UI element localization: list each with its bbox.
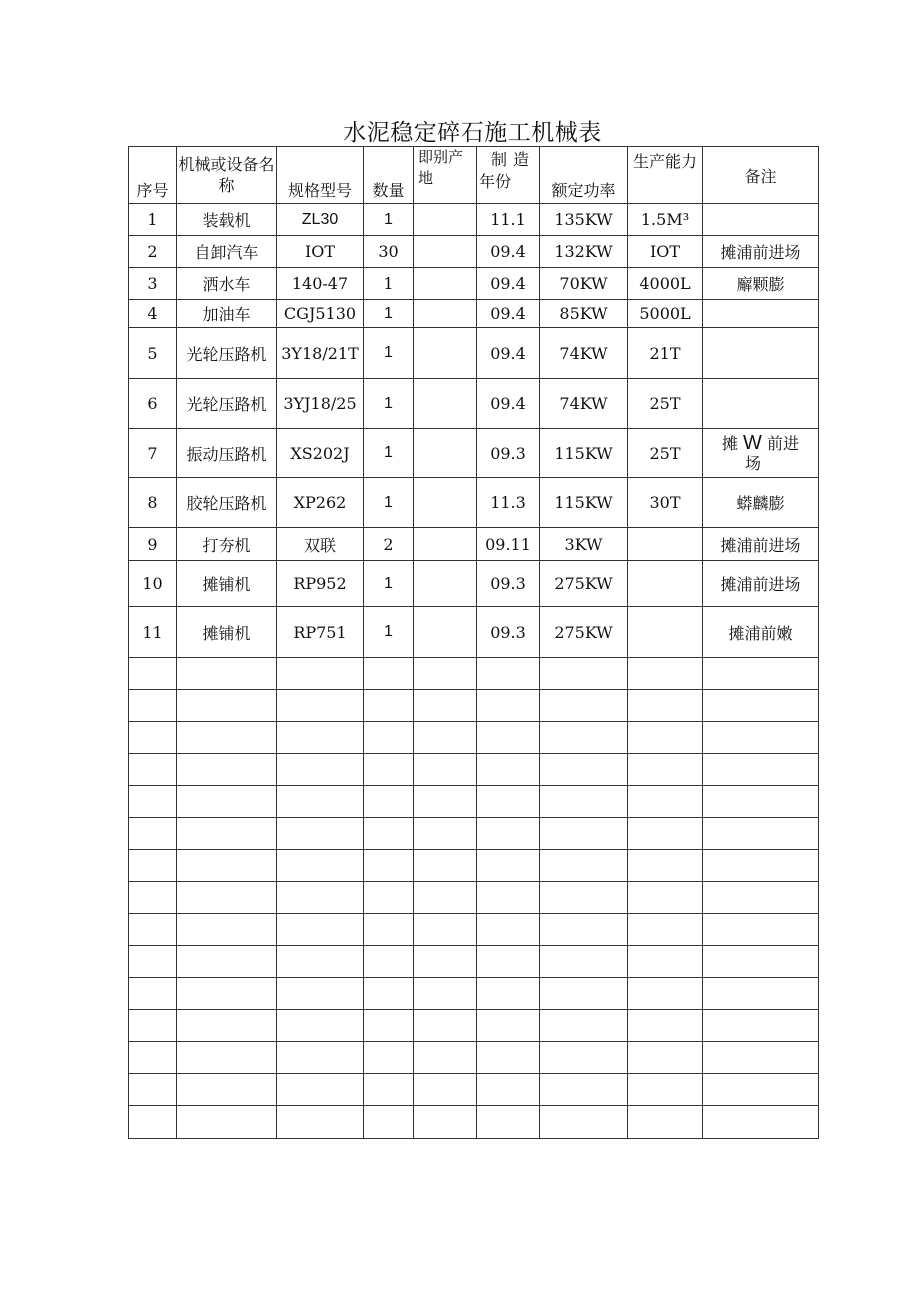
header-note: 备注 bbox=[703, 147, 819, 204]
cell-year: 09.4 bbox=[477, 379, 540, 429]
empty-row bbox=[129, 914, 819, 946]
cell-origin bbox=[414, 607, 477, 658]
cell-seq: 3 bbox=[129, 268, 177, 300]
cell-year: 09.4 bbox=[477, 300, 540, 328]
cell-seq: 5 bbox=[129, 328, 177, 379]
cell-name: 摊铺机 bbox=[177, 607, 277, 658]
header-power: 额定功率 bbox=[540, 147, 628, 204]
cell-capacity bbox=[628, 561, 703, 607]
cell-qty: 1 bbox=[364, 561, 414, 607]
cell-power: 3KW bbox=[540, 528, 628, 561]
cell-model: RP952 bbox=[277, 561, 364, 607]
empty-row bbox=[129, 946, 819, 978]
cell-origin bbox=[414, 204, 477, 236]
header-name: 机械或设备名称 bbox=[177, 147, 277, 204]
header-capacity: 生产能力 bbox=[628, 147, 703, 204]
table-row bbox=[129, 561, 819, 607]
cell-origin bbox=[414, 268, 477, 300]
cell-note-part-a: 摊 bbox=[721, 433, 738, 453]
cell-seq: 2 bbox=[129, 236, 177, 268]
cell-capacity: 5000L bbox=[628, 300, 703, 328]
empty-row bbox=[129, 1042, 819, 1074]
table-row bbox=[129, 429, 819, 478]
cell-capacity bbox=[628, 528, 703, 561]
cell-power: 275KW bbox=[540, 607, 628, 658]
cell-name: 摊铺机 bbox=[177, 561, 277, 607]
cell-note-part-w: W bbox=[743, 431, 762, 454]
cell-name: 振动压路机 bbox=[177, 429, 277, 478]
cell-name: 自卸汽车 bbox=[177, 236, 277, 268]
cell-year: 11.1 bbox=[477, 204, 540, 236]
empty-row bbox=[129, 818, 819, 850]
cell-year: 09.11 bbox=[477, 528, 540, 561]
header-row bbox=[129, 147, 819, 204]
table-row bbox=[129, 268, 819, 300]
cell-name: 胶轮压路机 bbox=[177, 478, 277, 528]
cell-power: 115KW bbox=[540, 429, 628, 478]
cell-capacity: IOT bbox=[628, 236, 703, 268]
table-row bbox=[129, 204, 819, 236]
cell-qty: 2 bbox=[364, 528, 414, 561]
cell-note bbox=[703, 379, 819, 429]
cell-power: 275KW bbox=[540, 561, 628, 607]
header-seq: 序号 bbox=[129, 147, 177, 204]
cell-qty: 1 bbox=[364, 379, 414, 429]
cell-capacity: 25T bbox=[628, 429, 703, 478]
cell-note-part-b: 前进 bbox=[767, 433, 800, 453]
cell-qty: 1 bbox=[364, 429, 414, 478]
cell-seq: 4 bbox=[129, 300, 177, 328]
cell-year: 09.4 bbox=[477, 236, 540, 268]
cell-name: 加油车 bbox=[177, 300, 277, 328]
cell-note: 摊浦前进场 bbox=[703, 236, 819, 268]
empty-row bbox=[129, 786, 819, 818]
cell-note-part-c: 场 bbox=[744, 453, 761, 473]
header-qty: 数量 bbox=[364, 147, 414, 204]
cell-qty: 1 bbox=[364, 478, 414, 528]
cell-seq: 11 bbox=[129, 607, 177, 658]
cell-model: 3Y18/21T bbox=[277, 328, 364, 379]
cell-qty: 1 bbox=[364, 607, 414, 658]
cell-power: 74KW bbox=[540, 328, 628, 379]
table-row bbox=[129, 300, 819, 328]
empty-row bbox=[129, 1074, 819, 1106]
cell-note: 摊浦前进场 bbox=[703, 528, 819, 561]
cell-origin bbox=[414, 379, 477, 429]
cell-model: IOT bbox=[277, 236, 364, 268]
cell-qty: 30 bbox=[364, 236, 414, 268]
cell-model: RP751 bbox=[277, 607, 364, 658]
cell-origin bbox=[414, 236, 477, 268]
cell-qty: 1 bbox=[364, 204, 414, 236]
cell-qty: 1 bbox=[364, 268, 414, 300]
empty-row bbox=[129, 754, 819, 786]
cell-capacity: 21T bbox=[628, 328, 703, 379]
cell-origin bbox=[414, 478, 477, 528]
cell-name: 光轮压路机 bbox=[177, 328, 277, 379]
empty-row bbox=[129, 690, 819, 722]
cell-note: 廨颗膨 bbox=[703, 268, 819, 300]
table-row bbox=[129, 528, 819, 561]
cell-year: 09.3 bbox=[477, 429, 540, 478]
table-row bbox=[129, 607, 819, 658]
cell-seq: 6 bbox=[129, 379, 177, 429]
page-title: 水泥稳定碎石施工机械表 bbox=[343, 120, 602, 146]
cell-capacity: 1.5M³ bbox=[628, 204, 703, 236]
cell-model: 双联 bbox=[277, 528, 364, 561]
cell-power: 115KW bbox=[540, 478, 628, 528]
cell-model: XS202J bbox=[277, 429, 364, 478]
cell-qty: 1 bbox=[364, 300, 414, 328]
cell-origin bbox=[414, 528, 477, 561]
cell-note: 摊浦前进场 bbox=[703, 561, 819, 607]
table-row bbox=[129, 478, 819, 528]
cell-note bbox=[703, 429, 819, 478]
cell-model: 140-47 bbox=[277, 268, 364, 300]
cell-seq: 8 bbox=[129, 478, 177, 528]
header-year-line1: 制造 bbox=[490, 150, 535, 169]
cell-year: 09.3 bbox=[477, 607, 540, 658]
cell-model: CGJ5130 bbox=[277, 300, 364, 328]
cell-seq: 1 bbox=[129, 204, 177, 236]
machinery-table bbox=[128, 146, 819, 1139]
cell-model: ZL30 bbox=[277, 204, 364, 236]
cell-origin bbox=[414, 429, 477, 478]
cell-origin bbox=[414, 300, 477, 328]
empty-row bbox=[129, 882, 819, 914]
empty-row bbox=[129, 722, 819, 754]
table-row bbox=[129, 328, 819, 379]
cell-year: 09.4 bbox=[477, 268, 540, 300]
cell-power: 70KW bbox=[540, 268, 628, 300]
cell-name: 光轮压路机 bbox=[177, 379, 277, 429]
cell-capacity bbox=[628, 607, 703, 658]
cell-power: 135KW bbox=[540, 204, 628, 236]
cell-capacity: 30T bbox=[628, 478, 703, 528]
header-origin: 即别产地 bbox=[414, 147, 477, 204]
table-row bbox=[129, 379, 819, 429]
cell-power: 74KW bbox=[540, 379, 628, 429]
cell-note: 蟒麟膨 bbox=[703, 478, 819, 528]
cell-note: 摊浦前嫩 bbox=[703, 607, 819, 658]
cell-seq: 10 bbox=[129, 561, 177, 607]
cell-name: 打夯机 bbox=[177, 528, 277, 561]
header-year bbox=[477, 147, 540, 204]
cell-power: 132KW bbox=[540, 236, 628, 268]
cell-name: 洒水车 bbox=[177, 268, 277, 300]
table-row bbox=[129, 236, 819, 268]
empty-row bbox=[129, 658, 819, 690]
cell-year: 09.4 bbox=[477, 328, 540, 379]
cell-note bbox=[703, 328, 819, 379]
cell-year: 11.3 bbox=[477, 478, 540, 528]
cell-seq: 7 bbox=[129, 429, 177, 478]
cell-name: 装载机 bbox=[177, 204, 277, 236]
cell-qty: 1 bbox=[364, 328, 414, 379]
cell-origin bbox=[414, 328, 477, 379]
cell-model: 3YJ18/25 bbox=[277, 379, 364, 429]
empty-row bbox=[129, 1106, 819, 1139]
cell-model: XP262 bbox=[277, 478, 364, 528]
empty-row bbox=[129, 850, 819, 882]
cell-origin bbox=[414, 561, 477, 607]
cell-capacity: 25T bbox=[628, 379, 703, 429]
empty-row bbox=[129, 978, 819, 1010]
cell-capacity: 4000L bbox=[628, 268, 703, 300]
header-year-line2: 年份 bbox=[479, 172, 512, 191]
cell-note bbox=[703, 204, 819, 236]
cell-year: 09.3 bbox=[477, 561, 540, 607]
cell-note bbox=[703, 300, 819, 328]
cell-seq: 9 bbox=[129, 528, 177, 561]
empty-row bbox=[129, 1010, 819, 1042]
cell-power: 85KW bbox=[540, 300, 628, 328]
header-model: 规格型号 bbox=[277, 147, 364, 204]
